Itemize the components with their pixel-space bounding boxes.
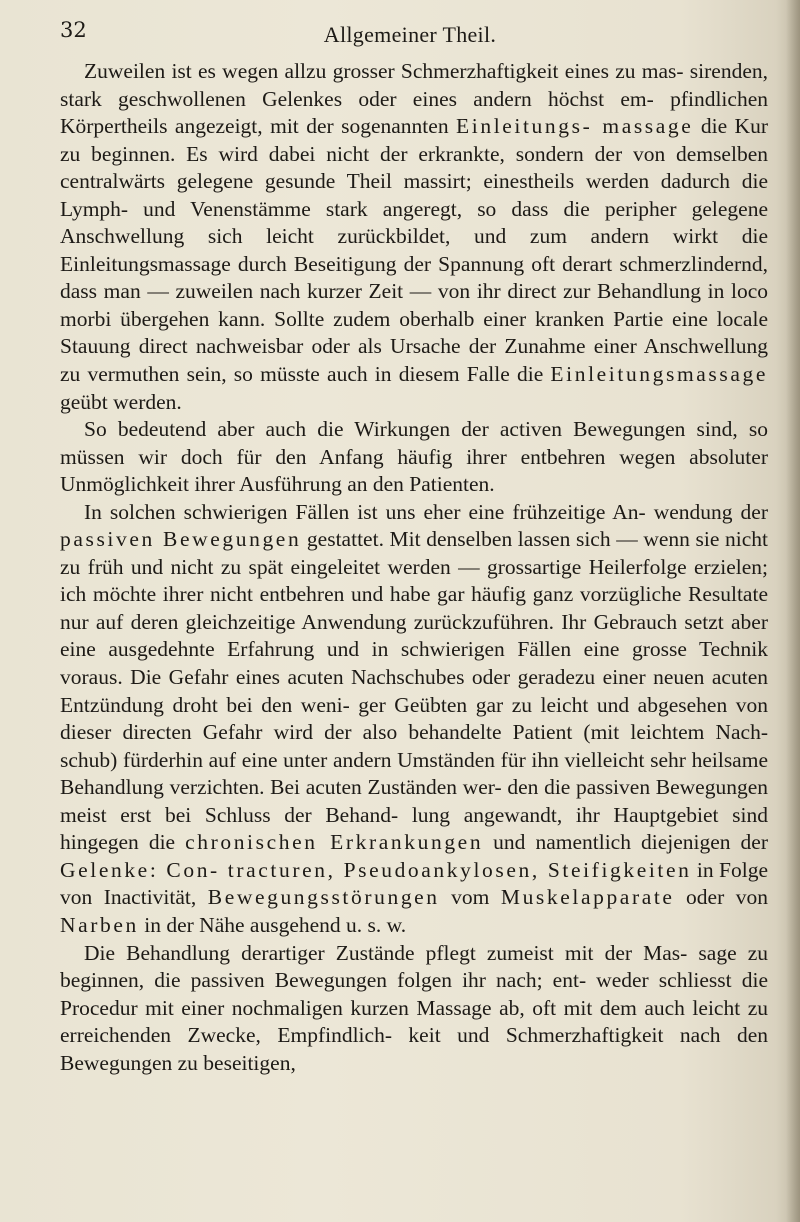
text-run: In solchen schwierigen Fällen ist uns eher eine frühzeitige An- wendung der: [84, 499, 768, 524]
text-run: vom: [439, 885, 501, 910]
text-run: die Kur zu beginnen. Es wird dabei nicht der erkrankte, sondern der von demselben centralwärts gelegene gesunde Theil massirt; einestheils werden dadurch die Lymph- und Venenstämme stark angeregt, so dass die peripher gelegene Anschwellung sich leicht zurückbildet, und zum andern wirkt die Einleitungsmassage durch Beseitigung der Spannung oft derart schmerzlindernd, dass man — zuweilen nach kurzer Zeit — von ihr direct zur Behandlung in loco morbi übergehen kann. Sollte zudem oberhalb einer kranken Partie eine locale Stauung direct nachweisbar oder als Ursache der Zunahme einer Anschwellung zu vermuthen sein, so müsste auch in diesem Falle die: [60, 114, 768, 387]
text-run: So bedeutend aber auch die Wirkungen der activen Bewegungen sind, so müssen wir doch für den Anfang häufig ihrer entbehren wegen absoluter Unmöglichkeit ihrer Ausführung an den Patienten.: [60, 417, 768, 497]
emphasized-term: Einleitungsmassage: [550, 362, 768, 387]
paragraph: [60, 58, 768, 416]
text-run: oder von: [674, 885, 768, 910]
emphasized-term: Narben: [60, 912, 139, 937]
emphasized-term: chronischen Erkrankungen: [185, 830, 484, 855]
running-title: Allgemeiner Theil.: [323, 22, 497, 47]
paragraph: [60, 416, 768, 499]
body-text: [60, 58, 768, 1077]
text-run: in Folge von Inactivität,: [60, 857, 768, 910]
emphasized-term: Einleitungs- massage: [456, 114, 694, 139]
page-edge-shadow: [786, 0, 800, 1222]
emphasized-term: Bewegungsstörungen: [207, 885, 440, 910]
page-number: 32: [60, 18, 87, 42]
text-run: Die Behandlung derartiger Zustände pflegt zumeist mit der Mas- sage zu beginnen, die passiven Bewegungen folgen ihr nach; ent- weder schliesst die Procedur mit einer nochmaligen kurzen Massage ab, oft mit dem auch leicht zu erreichenden Zwecke, Empfindlich- keit und Schmerzhaftigkeit nach den Bewegungen zu beseitigen,: [60, 940, 768, 1075]
page-header: [60, 18, 760, 48]
emphasized-term: passiven Bewegungen: [60, 527, 302, 552]
text-run: geübt werden.: [60, 389, 182, 414]
emphasized-term: Muskelapparate: [500, 885, 675, 910]
paragraph: [60, 499, 768, 940]
text-run: gestattet. Mit denselben lassen sich — wenn sie nicht zu früh und nicht zu spät eingeleitet werden — grossartige Heilerfolge erzielen; ich möchte ihrer nicht entbehren und habe gar häufig ganz vorzügliche Resultate nur auf deren gleichzeitige Anwendung zurückzuführen. Ihr Gebrauch setzt aber eine ausgedehnte Erfahrung und in schwierigen Fällen eine grosse Technik voraus. Die Gefahr eines acuten Nachschubes oder geradezu einer neuen acuten Entzündung droht bei den weni- ger Geübten gar zu leicht und abgesehen von dieser directen Gefahr wird der also behandelte Patient (mit leichtem Nach- schub) fürderhin auf eine unter andern Umständen für ihn vielleicht sehr heilsame Behandlung verzichten. Bei acuten Zuständen wer- den die passiven Bewegungen meist erst bei Schluss der Behand- lung angewandt, ihr Hauptgebiet sind hingegen die: [60, 527, 768, 855]
emphasized-term: Gelenke: Con- tracturen, Pseudoankylosen, Steifigkeiten: [60, 857, 692, 882]
paragraph: [60, 940, 768, 1078]
text-run: Zuweilen ist es wegen allzu grosser Schmerzhaftigkeit eines zu mas- sirenden, stark geschwollenen Gelenkes oder eines andern höchst em- pfindlichen Körpertheils angezeigt, mit der sogenannten: [60, 59, 768, 139]
text-run: und namentlich diejenigen der: [483, 830, 768, 855]
text-run: in der Nähe ausgehend u. s. w.: [138, 912, 407, 937]
